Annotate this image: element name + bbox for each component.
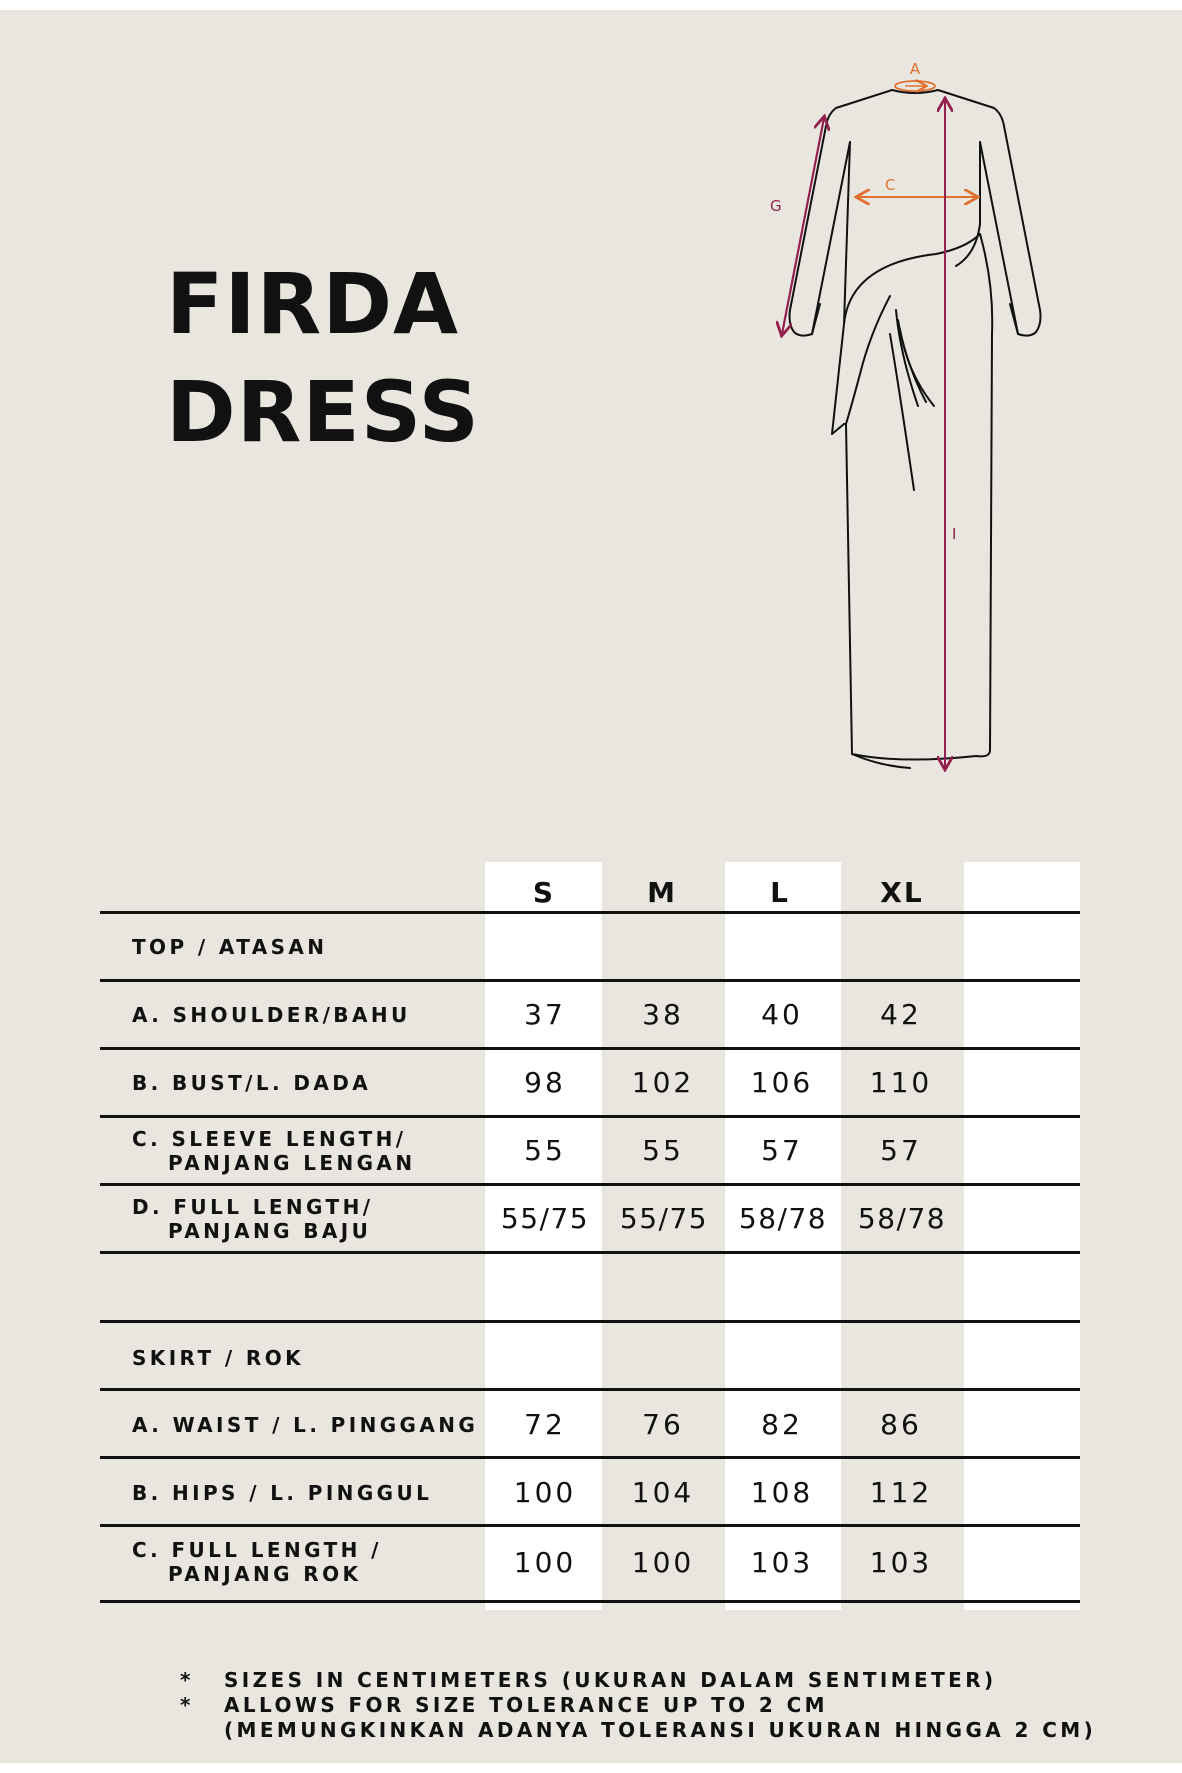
row-label-sleeve-length: C. SLEEVE LENGTH/ PANJANG LENGAN	[132, 1127, 416, 1175]
footnote-1: * SIZES IN CENTIMETERS (UKURAN DALAM SENTIMETER)	[180, 1668, 997, 1692]
label-i: I	[952, 525, 957, 543]
cell: 108	[750, 1476, 814, 1509]
cell: 82	[761, 1408, 803, 1441]
cell: 58/78	[857, 1202, 947, 1235]
rule	[100, 1320, 1080, 1323]
cell: 86	[880, 1408, 922, 1441]
cell: 103	[750, 1546, 814, 1579]
rule	[100, 1115, 1080, 1118]
rule	[100, 979, 1080, 982]
row-label-waist: A. WAIST / L. PINGGANG	[132, 1413, 479, 1437]
cell: 57	[880, 1134, 922, 1167]
header-xl: XL	[880, 876, 924, 909]
column-extra-bg	[964, 862, 1080, 1610]
rule	[100, 1183, 1080, 1186]
rule	[100, 1388, 1080, 1391]
cell: 72	[524, 1408, 566, 1441]
section-top: TOP / ATASAN	[132, 935, 328, 959]
cell: 106	[750, 1066, 814, 1099]
cell: 37	[524, 998, 566, 1031]
rule	[100, 1524, 1080, 1527]
cell: 100	[513, 1476, 577, 1509]
header-s: S	[532, 876, 556, 909]
row-label-hips: B. HIPS / L. PINGGUL	[132, 1481, 433, 1505]
page-title	[166, 250, 480, 466]
dress-outline	[790, 90, 1041, 768]
cell: 55	[524, 1134, 566, 1167]
row-label-full-length-skirt: C. FULL LENGTH / PANJANG ROK	[132, 1538, 382, 1586]
cell: 100	[631, 1546, 695, 1579]
cell: 55/75	[500, 1202, 590, 1235]
cell: 42	[880, 998, 922, 1031]
footnote-2: * ALLOWS FOR SIZE TOLERANCE UP TO 2 CM	[180, 1693, 828, 1717]
row-label-shoulder: A. SHOULDER/BAHU	[132, 1003, 411, 1027]
cell: 76	[642, 1408, 684, 1441]
cell: 100	[513, 1546, 577, 1579]
cell: 55	[642, 1134, 684, 1167]
footnotes	[180, 1668, 1096, 1743]
row-label-full-length-top: D. FULL LENGTH/ PANJANG BAJU	[132, 1195, 374, 1243]
rule	[100, 1600, 1080, 1603]
cell: 102	[631, 1066, 695, 1099]
header-l: L	[770, 876, 790, 909]
title-line-2: DRESS	[166, 363, 481, 461]
header-m: M	[647, 876, 677, 909]
rule	[100, 1047, 1080, 1050]
label-g: G	[770, 197, 782, 215]
cell: 58/78	[738, 1202, 828, 1235]
section-skirt: SKIRT / ROK	[132, 1346, 305, 1370]
rule	[100, 1456, 1080, 1459]
label-c: C	[885, 176, 896, 194]
label-a: A	[909, 60, 921, 78]
cell: 104	[631, 1476, 695, 1509]
size-chart-page	[0, 10, 1182, 1763]
title-line-1: FIRDA	[166, 255, 460, 353]
cell: 112	[869, 1476, 933, 1509]
cell: 55/75	[619, 1202, 709, 1235]
rule	[100, 911, 1080, 914]
dress-illustration	[740, 34, 1080, 794]
rule	[100, 1251, 1080, 1254]
cell: 98	[524, 1066, 566, 1099]
cell: 40	[761, 998, 803, 1031]
cell: 57	[761, 1134, 803, 1167]
cell: 110	[869, 1066, 933, 1099]
cell: 38	[642, 998, 684, 1031]
row-label-bust: B. BUST/L. DADA	[132, 1071, 372, 1095]
footnote-2-translation: (MEMUNGKINKAN ADANYA TOLERANSI UKURAN HINGGA 2 CM)	[224, 1718, 1097, 1742]
cell: 103	[869, 1546, 933, 1579]
